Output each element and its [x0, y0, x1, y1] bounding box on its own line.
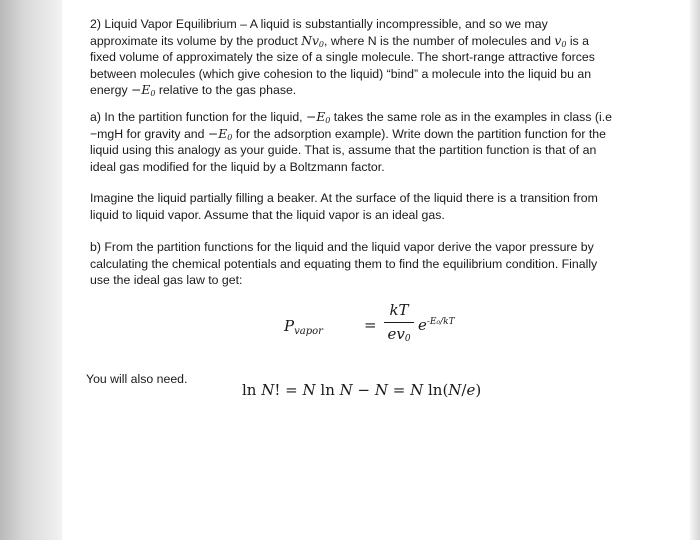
equals-sign: =: [364, 316, 377, 334]
fraction-denominator: $ev_0$: [387, 325, 411, 344]
math-minus-E0: $-E_0$: [306, 110, 331, 125]
fraction: [384, 301, 414, 344]
math-minus-E0: $-E_0$: [131, 83, 156, 99]
formula-lhs: $P_{vapor}$: [284, 317, 323, 337]
also-need-label: You will also need.: [86, 372, 188, 386]
stirling-formula: ln N! = N ln N − N = N ln(N/e): [242, 381, 482, 399]
right-edge-shadow: [690, 0, 700, 540]
beaker-paragraph: Imagine the liquid partially filling a beaker. At the surface of the liquid there is a transition from liquid to liquid vapor. Assume that the liquid vapor is an ideal gas.: [90, 191, 598, 222]
intro-paragraph: 2) Liquid Vapor Equilibrium – A liquid is substantially incompressible, and so we may approximate its volume by the product $Nv_0$, where N is the number of molecules and $v_0$ is a fixed volume of approximately the size of a single molecule. The short-range attractive forces between molecules (which give cohesion to the liquid) “bind” a molecule into the liquid bu an energy $-E_0$ relative to the gas phase.: [90, 17, 595, 99]
part-b-paragraph: b) From the partition functions for the liquid and the liquid vapor derive the vapor pressure by calculating the chemical potentials and equating them to find the equilibrium condition. Finally use the ideal gas law to get:: [90, 240, 598, 288]
math-minus-E0: $-E_0$: [207, 126, 233, 142]
left-edge-shadow: [0, 0, 62, 540]
math-v0: $v_0$: [554, 33, 567, 49]
math-Nv0: $Nv_0$: [301, 33, 325, 49]
problem-page: [64, 0, 688, 540]
fraction-numerator: kT: [384, 301, 414, 323]
part-a-paragraph: a) In the partition function for the liquid, $-E_0$ takes the same role as in the examples in class (i.e −mgH for gravity and $-E_0$ for the adsorption example). Write down the partition function for the liquid using this analogy as your guide. That is, assume that the partition function is that of an ideal gas modified for the liquid by a Boltzmann factor.: [90, 110, 612, 174]
boltzmann-exponential: $e^{-E_0/kT}$: [418, 316, 455, 334]
